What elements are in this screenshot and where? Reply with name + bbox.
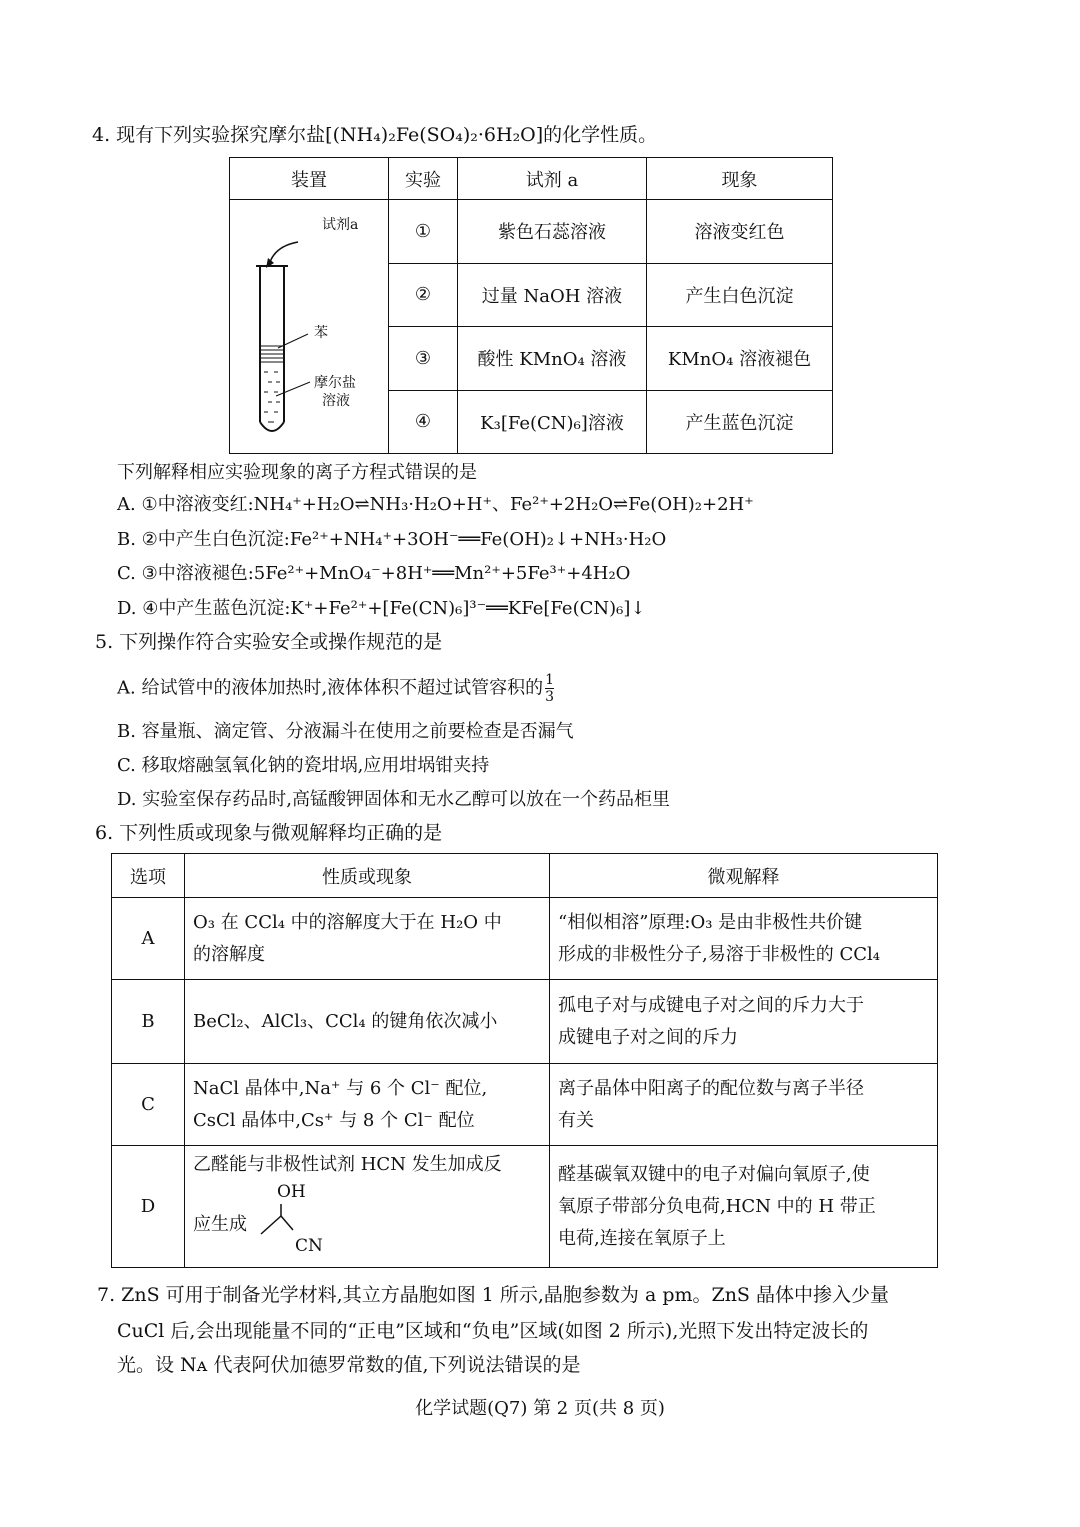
bond-cn	[281, 1216, 293, 1230]
q6-row-c-prop-line1: NaCl 晶体中,Na⁺ 与 6 个 Cl⁻ 配位,	[193, 1077, 488, 1099]
q6-row-b-expl-line2: 成键电子对之间的斥力	[558, 1026, 738, 1048]
q6-row-b-property	[185, 980, 550, 1064]
q7-line-2: CuCl 后,会出现能量不同的“正电”区域和“负电”区域(如图 2 所示),光照下发出特定波长的	[117, 1320, 869, 1342]
q6-stem: 6. 下列性质或现象与微观解释均正确的是	[95, 822, 443, 844]
q4-option-c: C. ③中溶液褪色:5Fe²⁺+MnO₄⁻+8H⁺══Mn²⁺+5Fe³⁺+4H₂O	[117, 563, 631, 584]
q4-header-phenomenon: 现象	[647, 158, 833, 200]
q4-row-3-phenomenon: KMnO₄ 溶液褪色	[647, 327, 833, 391]
fraction-numerator: 1	[545, 672, 555, 688]
q4-header-apparatus: 装置	[230, 158, 389, 200]
q6-row-d-expl-line1: 醛基碳氧双键中的电子对偏向氧原子,使	[558, 1163, 870, 1185]
q4-stem: 4. 现有下列实验探究摩尔盐[(NH₄)₂Fe(SO₄)₂·6H₂O]的化学性质。	[92, 124, 658, 146]
q5-option-a	[117, 672, 554, 705]
q6-row-c-property	[185, 1064, 550, 1146]
structure-oh-label: OH	[277, 1182, 306, 1202]
benzene-label: 苯	[314, 325, 328, 341]
q6-row-d-property	[185, 1146, 550, 1268]
page-footer: 化学试题(Q7) 第 2 页(共 8 页)	[415, 1398, 665, 1419]
fraction-one-third	[545, 672, 554, 705]
q6-header-option: 选项	[112, 854, 185, 898]
q6-row-a-explanation	[550, 898, 938, 980]
q6-row-d-prop-line2: 应生成	[193, 1214, 247, 1235]
q4-option-a: A. ①中溶液变红:NH₄⁺+H₂O⇌NH₃·H₂O+H⁺、Fe²⁺+2H₂O⇌Fe(OH)₂+2H⁺	[117, 494, 754, 515]
bond-ch3	[261, 1216, 281, 1234]
q4-row-2-reagent: 过量 NaOH 溶液	[458, 263, 647, 327]
q4-row-4-no: ④	[389, 390, 458, 454]
q5-option-a-text: A. 给试管中的液体加热时,液体体积不超过试管容积的	[117, 677, 544, 699]
q6-header-property: 性质或现象	[185, 854, 550, 898]
q6-row-d-prop-line1: 乙醛能与非极性试剂 HCN 发生加成反	[193, 1154, 502, 1175]
fraction-denominator: 3	[545, 689, 555, 705]
salt-solution-layer	[264, 372, 280, 422]
q6-row-d-expl-line3: 电荷,连接在氧原子上	[558, 1227, 726, 1249]
q4-header-reagent: 试剂 a	[458, 158, 647, 200]
q4-row-1-reagent: 紫色石蕊溶液	[458, 200, 647, 264]
q4-header-experiment: 实验	[389, 158, 458, 200]
q6-row-a-prop-line2: 的溶解度	[193, 943, 265, 965]
salt-pointer	[276, 382, 310, 396]
q7-line-3: 光。设 Nᴀ 代表阿伏加德罗常数的值,下列说法错误的是	[117, 1354, 581, 1376]
tube-bottom	[260, 422, 284, 431]
q6-row-b-expl-line1: 孤电子对与成键电子对之间的斥力大于	[558, 994, 864, 1016]
q4-table	[229, 157, 833, 454]
q4-row-2-phenomenon: 产生白色沉淀	[647, 263, 833, 327]
q6-row-c-option: C	[112, 1064, 185, 1146]
q4-prompt: 下列解释相应实验现象的离子方程式错误的是	[117, 462, 477, 483]
q7-line-1: 7. ZnS 可用于制备光学材料,其立方晶胞如图 1 所示,晶胞参数为 a pm。ZnS 晶体中掺入少量	[97, 1284, 889, 1306]
test-tube-diagram	[230, 200, 388, 448]
q6-row-a-expl-line1: “相似相溶”原理:O₃ 是由非极性共价键	[558, 911, 863, 933]
q4-row-4-reagent: K₃[Fe(CN)₆]溶液	[458, 390, 647, 454]
q6-table	[111, 853, 938, 1268]
q6-row-d-option: D	[112, 1146, 185, 1268]
q6-row-c-prop-line2: CsCl 晶体中,Cs⁺ 与 8 个 Cl⁻ 配位	[193, 1109, 475, 1131]
q6-row-a-property	[185, 898, 550, 980]
benzene-pointer	[278, 334, 308, 348]
q4-row-2-no: ②	[389, 263, 458, 327]
q4-row-1-no: ①	[389, 200, 458, 264]
q5-option-d: D. 实验室保存药品时,高锰酸钾固体和无水乙醇可以放在一个药品柜里	[117, 789, 670, 810]
q5-option-c: C. 移取熔融氢氧化钠的瓷坩埚,应用坩埚钳夹持	[117, 755, 490, 776]
q6-row-d-explanation	[550, 1146, 938, 1268]
q4-apparatus-cell	[230, 200, 389, 454]
q6-row-a-prop-line1: O₃ 在 CCl₄ 中的溶解度大于在 H₂O 中	[193, 911, 502, 933]
q4-row-3-reagent: 酸性 KMnO₄ 溶液	[458, 327, 647, 391]
benzene-layer	[261, 346, 283, 362]
q5-option-b: B. 容量瓶、滴定管、分液漏斗在使用之前要检查是否漏气	[117, 721, 574, 742]
reagent-arrow-line	[270, 242, 298, 262]
q6-row-a-option: A	[112, 898, 185, 980]
q6-row-c-expl-line1: 离子晶体中阳离子的配位数与离子半径	[558, 1077, 864, 1099]
reagent-a-label: 试剂a	[322, 217, 359, 233]
q4-row-3-no: ③	[389, 327, 458, 391]
q6-header-explanation: 微观解释	[550, 854, 938, 898]
salt-label-1: 摩尔盐	[314, 375, 356, 391]
q6-row-a-expl-line2: 形成的非极性分子,易溶于非极性的 CCl₄	[558, 943, 880, 965]
q6-row-b-explanation	[550, 980, 938, 1064]
q4-option-b: B. ②中产生白色沉淀:Fe²⁺+NH₄⁺+3OH⁻══Fe(OH)₂↓+NH₃·H₂O	[117, 529, 667, 550]
q6-row-c-expl-line2: 有关	[558, 1109, 594, 1131]
structure-cn-label: CN	[295, 1236, 323, 1256]
salt-label-2: 溶液	[322, 393, 350, 409]
q4-option-d: D. ④中产生蓝色沉淀:K⁺+Fe²⁺+[Fe(CN)₆]³⁻══KFe[Fe(CN)₆]↓	[117, 598, 646, 619]
q4-row-4-phenomenon: 产生蓝色沉淀	[647, 390, 833, 454]
q5-stem: 5. 下列操作符合实验安全或操作规范的是	[95, 631, 443, 653]
q6-row-d-expl-line2: 氧原子带部分负电荷,HCN 中的 H 带正	[558, 1195, 876, 1217]
q6-row-c-explanation	[550, 1064, 938, 1146]
q6-row-b-prop-line1: BeCl₂、AlCl₃、CCl₄ 的键角依次减小	[193, 1010, 498, 1032]
q4-row-1-phenomenon: 溶液变红色	[647, 200, 833, 264]
q6-row-b-option: B	[112, 980, 185, 1064]
